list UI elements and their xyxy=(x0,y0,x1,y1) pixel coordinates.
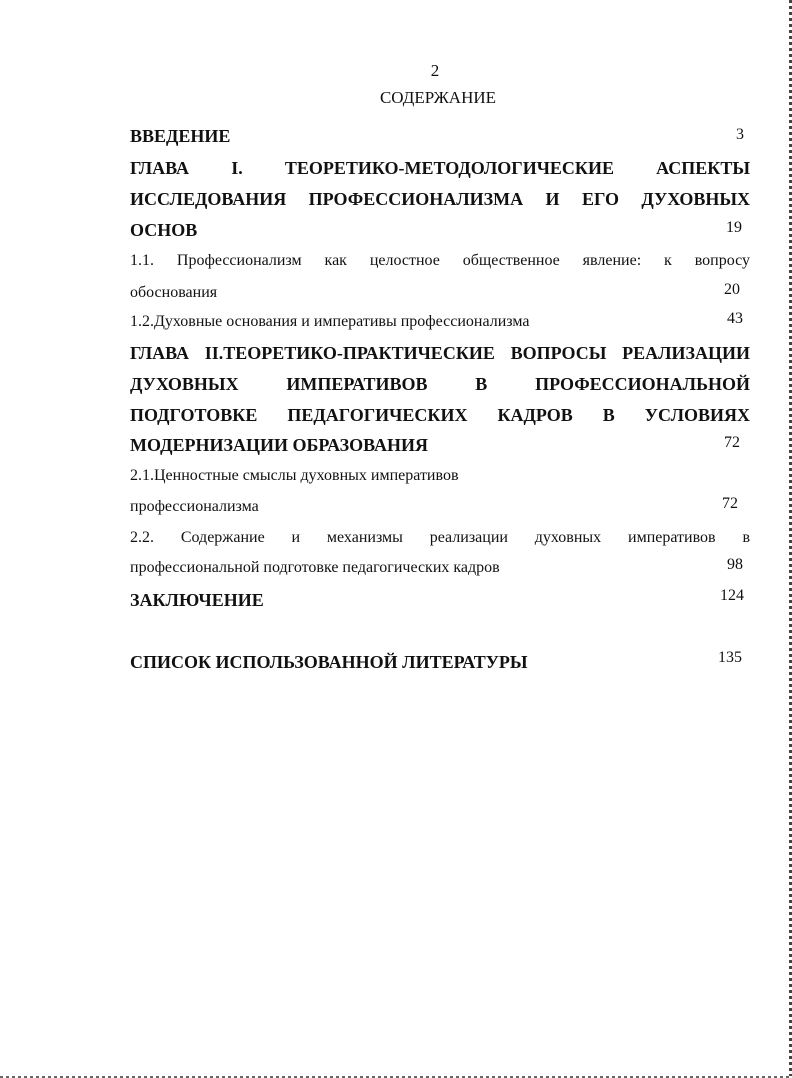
toc-chapter-2-line-1: ГЛАВА II.ТЕОРЕТИКО-ПРАКТИЧЕСКИЕ ВОПРОСЫ РЕАЛИЗАЦИИ xyxy=(130,343,750,363)
toc-chapter-1-line-3: ОСНОВ xyxy=(130,220,198,240)
toc-page-conclusion: 124 xyxy=(720,587,744,604)
toc-page-chapter-1: 19 xyxy=(726,219,742,236)
page-title: СОДЕРЖАНИЕ xyxy=(379,88,497,107)
toc-chapter-1-line-1: ГЛАВА I. ТЕОРЕТИКО-МЕТОДОЛОГИЧЕСКИЕ АСПЕКТЫ xyxy=(130,158,750,178)
toc-section-1-2: 1.2.Духовные основания и императивы профессионализма xyxy=(130,313,530,330)
page-number: 2 xyxy=(430,61,440,80)
toc-section-1-1-line-1: 1.1. Профессионализм как целостное общественное явление: к вопросу xyxy=(130,252,750,269)
toc-page-section-2-1: 72 xyxy=(722,495,738,512)
toc-page-section-2-2: 98 xyxy=(727,556,743,573)
toc-section-1-1-line-2: обоснования xyxy=(130,284,218,301)
toc-page-references: 135 xyxy=(718,649,742,666)
toc-entry-label: СПИСОК ИСПОЛЬЗОВАННОЙ ЛИТЕРАТУРЫ xyxy=(130,652,528,672)
toc-chapter-2-line-4: МОДЕРНИЗАЦИИ ОБРАЗОВАНИЯ xyxy=(130,435,429,455)
toc-section-2-2-line-2: профессиональной подготовке педагогических кадров xyxy=(130,559,500,576)
toc-chapter-2-line-2: ДУХОВНЫХ ИМПЕРАТИВОВ В ПРОФЕССИОНАЛЬНОЙ xyxy=(130,374,750,394)
toc-entry-label: ЗАКЛЮЧЕНИЕ xyxy=(130,590,264,610)
toc-section-2-1-line-2: профессионализма xyxy=(130,498,259,515)
toc-chapter-1-line-2: ИССЛЕДОВАНИЯ ПРОФЕССИОНАЛИЗМА И ЕГО ДУХОВНЫХ xyxy=(130,189,750,209)
toc-entry-label: ВВЕДЕНИЕ xyxy=(130,126,231,146)
toc-page-intro: 3 xyxy=(736,126,744,143)
toc-page-section-1-1: 20 xyxy=(724,281,740,298)
toc-entry-intro xyxy=(130,126,750,147)
toc-page-section-1-2: 43 xyxy=(727,310,743,327)
toc-section-2-2-line-1: 2.2. Содержание и механизмы реализации духовных императивов в xyxy=(130,529,750,546)
toc-chapter-2-line-3: ПОДГОТОВКЕ ПЕДАГОГИЧЕСКИХ КАДРОВ В УСЛОВИЯХ xyxy=(130,405,750,425)
toc-section-2-1-line-1: 2.1.Ценностные смыслы духовных императивов xyxy=(130,467,459,484)
toc-entry-conclusion xyxy=(130,590,750,611)
toc-page-chapter-2: 72 xyxy=(724,434,740,451)
toc-entry-references xyxy=(130,652,750,673)
